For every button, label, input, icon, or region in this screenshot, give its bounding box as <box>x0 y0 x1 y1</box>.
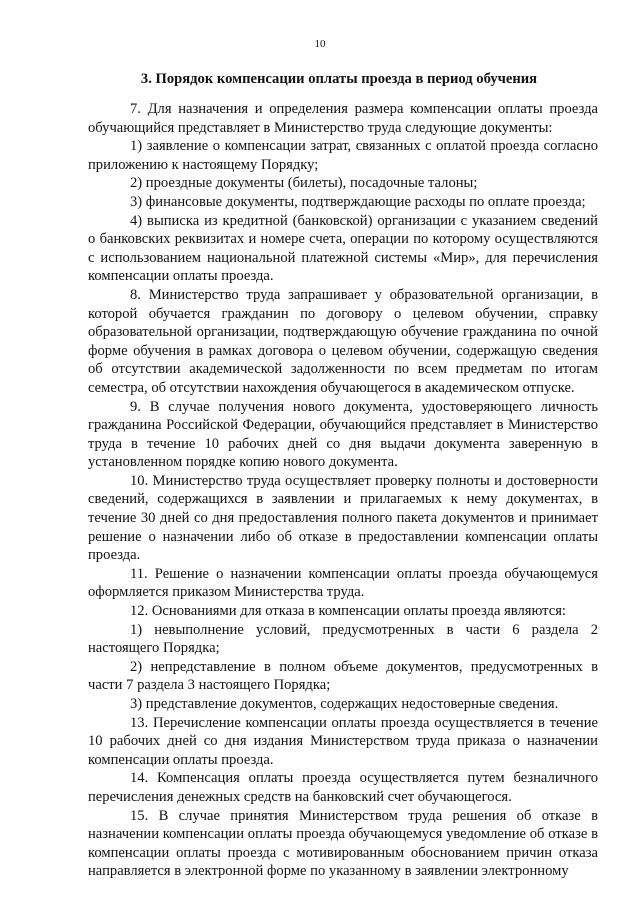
page-number: 10 <box>314 38 326 50</box>
paragraph: 4) выписка из кредитной (банковской) организации с указанием сведений о банковских реквизитах и номере счета, операции по которому осуществляются с использованием национальной платежной системы «Мир», для перечисления компенсации оплаты проезда. <box>88 212 598 285</box>
paragraph: 1) невыполнение условий, предусмотренных в части 6 раздела 2 настоящего Порядка; <box>88 621 598 657</box>
paragraph: 3) представление документов, содержащих недостоверные сведения. <box>130 696 559 712</box>
paragraph: 9. В случае получения нового документа, удостоверяющего личность гражданина Российской Федерации, обучающийся представляет в Министерство труда в течение 10 рабочих дней со дня выдачи документа заверенную в установленном порядке копию нового документа. <box>88 398 598 471</box>
paragraph: 14. Компенсация оплаты проезда осуществляется путем безналичного перечисления денежных средств на банковский счет обучающегося. <box>88 770 598 805</box>
paragraph: 2) непредставление в полном объеме документов, предусмотренных в части 7 раздела 3 настоящего Порядка; <box>88 658 598 694</box>
paragraph: 2) проездные документы (билеты), посадочные талоны; <box>130 175 478 192</box>
paragraph: 11. Решение о назначении компенсации оплаты проезда обучающемуся оформляется приказом Министерства труда. <box>88 565 598 601</box>
paragraph: 12. Основаниями для отказа в компенсации оплаты проезда являются: <box>130 603 566 620</box>
paragraph: 7. Для назначения и определения размера компенсации оплаты проезда обучающийся представляет в Министерство труда следующие документы: <box>88 101 598 136</box>
paragraph: 15. В случае принятия Министерством труда решения об отказе в назначении компенсации оплаты проезда обучающемуся уведомление об отказе в компенсации оплаты проезда с мотивированным обоснованием причин отказа направляется в электронной форме по указанному в заявлении электронному <box>88 807 598 880</box>
section-heading: 3. Порядок компенсации оплаты проезда в период обучения <box>140 71 538 87</box>
paragraph: 13. Перечисление компенсации оплаты проезда осуществляется в течение 10 рабочих дней со дня издания Министерством труда приказа о назначении компенсации оплаты проезда. <box>88 714 598 768</box>
document-body <box>88 100 598 881</box>
paragraph: 1) заявление о компенсации затрат, связанных с оплатой проезда согласно приложению к настоящему Порядку; <box>88 138 598 173</box>
paragraph: 3) финансовые документы, подтверждающие расходы по оплате проезда; <box>130 193 586 210</box>
paragraph: 10. Министерство труда осуществляет проверку полноты и достоверности сведений, содержащихся в заявлении и прилагаемых к нему документах, в течение 30 дней со дня предоставления полного пакета документов и принимает решение о назначении либо об отказе в предоставлении компенсации оплаты проезда. <box>88 472 598 564</box>
paragraph: 8. Министерство труда запрашивает у образовательной организации, в которой обучается гражданин по договору о целевом обучении, справку образовательной организации, подтверждающую обучение гражданина по очной форме обучения в рамках договора о целевом обучении, содержащую сведения об отсутствии академической задолженности по всем предметам по итогам семестра, об отсутствии нахождения обучающегося в академическом отпуске. <box>88 286 598 396</box>
